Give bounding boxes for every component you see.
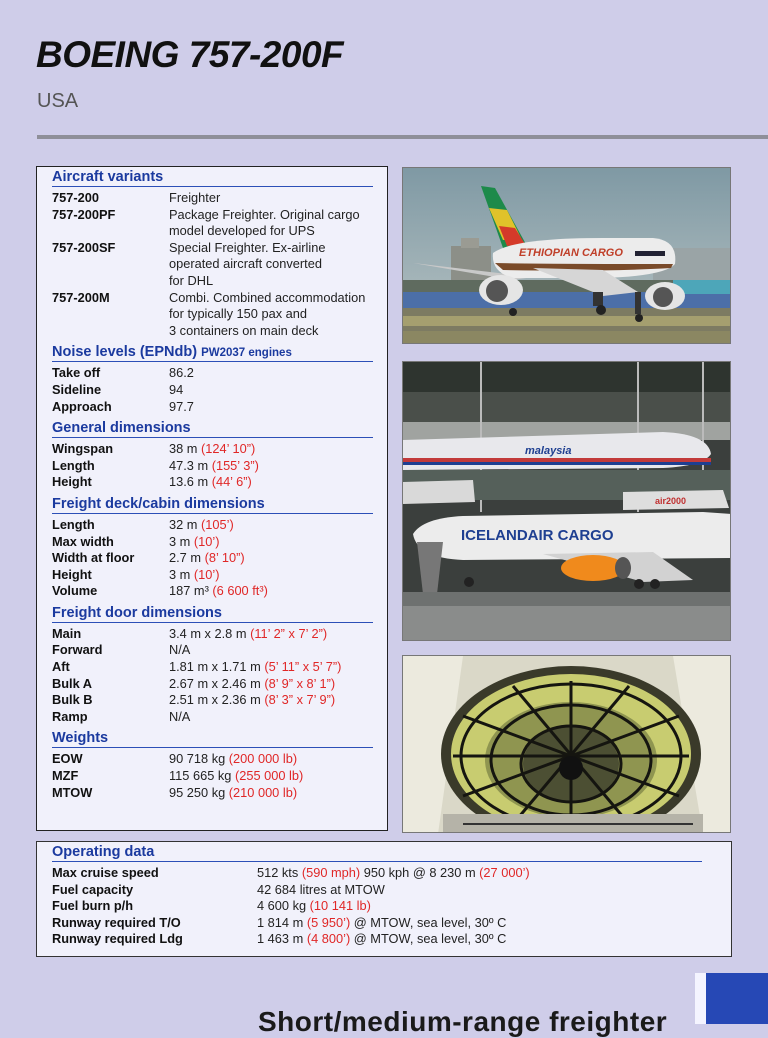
noise-rows	[52, 365, 373, 415]
deck-imperial: (10’)	[193, 566, 220, 582]
deck-imperial: (8’ 10”)	[204, 550, 245, 566]
variants-heading: Aircraft variants	[52, 169, 373, 187]
operating-value	[257, 931, 701, 948]
deck-metric: 32 m	[169, 516, 198, 532]
weights-value	[169, 751, 373, 768]
noise-metric: 94	[169, 381, 184, 397]
door-value	[169, 709, 373, 726]
noise-row	[52, 382, 373, 399]
door-metric: N/A	[169, 708, 191, 724]
operating-row	[52, 865, 701, 882]
door-row	[52, 626, 373, 643]
noise-label: Approach	[52, 398, 112, 414]
general-metric: 47.3 m	[169, 457, 209, 473]
noise-label: Take off	[52, 365, 101, 381]
weights-label: MZF	[52, 768, 79, 784]
photo-icelandair-cargo	[402, 361, 731, 641]
operating-data-heading: Operating data	[52, 844, 702, 862]
ethiopian-cargo-illustration	[403, 168, 731, 344]
deck-metric: 3 m	[169, 566, 191, 582]
weights-imperial: (255 000 lb)	[234, 768, 304, 784]
operating-extra: @ MTOW, sea level, 30º C	[353, 914, 507, 930]
operating-value	[257, 882, 701, 899]
general-label: Height	[52, 474, 92, 490]
door-row	[52, 642, 373, 659]
door-dimensions-heading: Freight door dimensions	[52, 605, 373, 623]
deck-dimensions-section	[52, 496, 373, 600]
deck-metric: 187 m³	[169, 583, 209, 599]
door-imperial: (8’ 9” x 8’ 1”)	[264, 675, 336, 691]
deck-label: Length	[52, 516, 95, 532]
noise-heading-sub: PW2037 engines	[201, 347, 292, 360]
operating-label: Max cruise speed	[52, 865, 159, 880]
noise-value	[169, 365, 373, 382]
general-row	[52, 458, 373, 475]
weights-row	[52, 751, 373, 768]
door-row	[52, 659, 373, 676]
door-label: Forward	[52, 642, 103, 658]
operating-label: Runway required Ldg	[52, 931, 183, 947]
variants-label: 757-200	[52, 190, 99, 205]
deck-row	[52, 567, 373, 584]
operating-row	[52, 898, 701, 915]
operating-data-rows	[52, 865, 701, 948]
operating-metric: 512 kts	[257, 865, 299, 880]
general-metric: 13.6 m	[169, 474, 209, 490]
operating-imperial: (5 950’)	[306, 914, 351, 930]
weights-value	[169, 768, 373, 785]
weights-metric: 115 665 kg	[169, 768, 232, 784]
general-imperial: (44’ 6”)	[211, 474, 252, 490]
icelandair-livery-text: ICELANDAIR CARGO	[461, 527, 614, 544]
variants-metric: Freighter	[169, 190, 221, 205]
noise-metric: 97.7	[169, 398, 194, 414]
variants-label: 757-200M	[52, 289, 110, 305]
noise-section	[52, 344, 373, 415]
general-value	[169, 441, 373, 458]
deck-dimensions-rows	[52, 517, 373, 600]
variants-value	[169, 290, 373, 340]
door-imperial: (11’ 2” x 7’ 2”)	[250, 625, 328, 641]
variants-metric: Combi. Combined accommodation for typically 150 pax and 3 containers on main deck	[169, 289, 366, 338]
variants-row	[52, 207, 373, 240]
door-label: Bulk B	[52, 692, 93, 708]
operating-metric: 1 463 m	[257, 931, 304, 947]
door-metric: N/A	[169, 642, 191, 658]
door-label: Bulk A	[52, 675, 93, 691]
general-value	[169, 458, 373, 475]
noise-metric: 86.2	[169, 365, 194, 381]
operating-value	[257, 865, 701, 882]
operating-label: Runway required T/O	[52, 914, 181, 930]
operating-data-panel	[36, 841, 732, 957]
footer-tagline: Short/medium-range freighter	[258, 1006, 668, 1037]
deck-metric: 2.7 m	[169, 550, 202, 566]
variants-rows	[52, 190, 373, 339]
deck-row	[52, 534, 373, 551]
deck-value	[169, 583, 373, 600]
deck-value	[169, 567, 373, 584]
header-divider	[37, 135, 768, 139]
deck-value	[169, 534, 373, 551]
door-dimensions-rows	[52, 626, 373, 726]
weights-section	[52, 730, 373, 801]
door-value	[169, 659, 373, 676]
noise-heading-text: Noise levels (EPNdb)	[52, 344, 198, 361]
icelandair-cargo-illustration	[403, 362, 731, 641]
door-metric: 2.67 m x 2.46 m	[169, 675, 261, 691]
air2000-livery-text: air2000	[655, 496, 687, 506]
weights-label: EOW	[52, 751, 83, 767]
operating-imperial-2: (27 000’)	[479, 865, 530, 880]
deck-label: Volume	[52, 583, 98, 599]
general-label: Length	[52, 457, 95, 473]
operating-metric: 42 684 litres at MTOW	[257, 881, 385, 897]
noise-row	[52, 365, 373, 382]
deck-imperial: (105’)	[201, 516, 234, 532]
door-dimensions-section	[52, 605, 373, 726]
page-title: BOEING 757-200F	[36, 34, 344, 75]
deck-metric: 3 m	[169, 533, 191, 549]
general-row	[52, 441, 373, 458]
operating-imperial: (10 141 lb)	[309, 898, 371, 914]
weights-label: MTOW	[52, 784, 93, 800]
weights-rows	[52, 751, 373, 801]
general-imperial: (155’ 3”)	[211, 457, 259, 473]
door-row	[52, 676, 373, 693]
operating-imperial: (590 mph)	[301, 865, 361, 880]
deck-value	[169, 550, 373, 567]
weights-metric: 90 718 kg	[169, 751, 226, 767]
door-metric: 1.81 m x 1.71 m	[169, 659, 261, 675]
general-dimensions-section	[52, 420, 373, 491]
deck-label: Height	[52, 566, 92, 582]
weights-metric: 95 250 kg	[169, 784, 226, 800]
general-dimensions-heading: General dimensions	[52, 420, 373, 438]
door-label: Ramp	[52, 708, 88, 724]
noise-value	[169, 382, 373, 399]
deck-label: Width at floor	[52, 550, 135, 566]
variants-row	[52, 190, 373, 207]
deck-imperial: (10’)	[193, 533, 220, 549]
weights-row	[52, 785, 373, 802]
operating-row	[52, 931, 701, 948]
noise-label: Sideline	[52, 381, 102, 397]
country-label: USA	[37, 90, 79, 112]
noise-row	[52, 399, 373, 416]
weights-imperial: (200 000 lb)	[228, 751, 298, 767]
weights-value	[169, 785, 373, 802]
corner-tab-fill	[706, 973, 768, 1024]
variants-metric: Special Freighter. Ex-airline operated aircraft converted for DHL	[169, 239, 326, 288]
general-value	[169, 474, 373, 491]
variants-label: 757-200PF	[52, 206, 116, 222]
variants-label: 757-200SF	[52, 239, 116, 255]
deck-label: Max width	[52, 533, 114, 549]
corner-page-tab	[695, 973, 768, 1024]
deck-row	[52, 583, 373, 600]
general-metric: 38 m	[169, 441, 198, 457]
door-value	[169, 642, 373, 659]
door-label: Aft	[52, 659, 70, 675]
variants-row	[52, 290, 373, 340]
deck-row	[52, 517, 373, 534]
door-value	[169, 676, 373, 693]
specifications-panel	[36, 166, 388, 831]
weights-imperial: (210 000 lb)	[228, 784, 298, 800]
operating-metric: 1 814 m	[257, 914, 304, 930]
noise-heading	[52, 344, 373, 362]
door-row	[52, 709, 373, 726]
general-label: Wingspan	[52, 441, 114, 457]
variants-value	[169, 207, 373, 240]
photo-cargo-door-net	[402, 655, 731, 833]
door-value	[169, 626, 373, 643]
variants-row	[52, 240, 373, 290]
operating-label: Fuel capacity	[52, 881, 134, 897]
operating-value	[257, 898, 701, 915]
door-value	[169, 692, 373, 709]
operating-row	[52, 882, 701, 899]
operating-metric: 4 600 kg	[257, 898, 307, 914]
variants-value	[169, 190, 373, 207]
variants-metric: Package Freighter. Original cargo model developed for UPS	[169, 206, 360, 239]
deck-imperial: (6 600 ft³)	[212, 583, 268, 599]
operating-label: Fuel burn p/h	[52, 898, 134, 914]
door-metric: 3.4 m x 2.8 m	[169, 625, 247, 641]
door-imperial: (8’ 3” x 7’ 9”)	[264, 692, 336, 708]
malaysia-livery-text: malaysia	[525, 445, 572, 457]
operating-extra: @ MTOW, sea level, 30º C	[353, 931, 507, 947]
door-imperial: (5’ 11” x 5’ 7”)	[264, 659, 342, 675]
variants-value	[169, 240, 373, 290]
deck-dimensions-heading: Freight deck/cabin dimensions	[52, 496, 373, 514]
operating-extra: 950 kph @ 8 230 m	[363, 865, 476, 880]
general-imperial: (124’ 10”)	[201, 441, 256, 457]
weights-row	[52, 768, 373, 785]
variants-section	[52, 169, 373, 339]
noise-value	[169, 399, 373, 416]
general-row	[52, 474, 373, 491]
operating-imperial: (4 800’)	[306, 931, 351, 947]
operating-row	[52, 915, 701, 932]
general-dimensions-rows	[52, 441, 373, 491]
deck-value	[169, 517, 373, 534]
cargo-net-illustration	[403, 656, 731, 833]
ethiopian-livery-text: ETHIOPIAN CARGO	[519, 247, 623, 259]
weights-heading: Weights	[52, 730, 373, 748]
door-metric: 2.51 m x 2.36 m	[169, 692, 261, 708]
photo-ethiopian-cargo	[402, 167, 731, 344]
door-row	[52, 692, 373, 709]
door-label: Main	[52, 625, 82, 641]
deck-row	[52, 550, 373, 567]
operating-value	[257, 915, 701, 932]
